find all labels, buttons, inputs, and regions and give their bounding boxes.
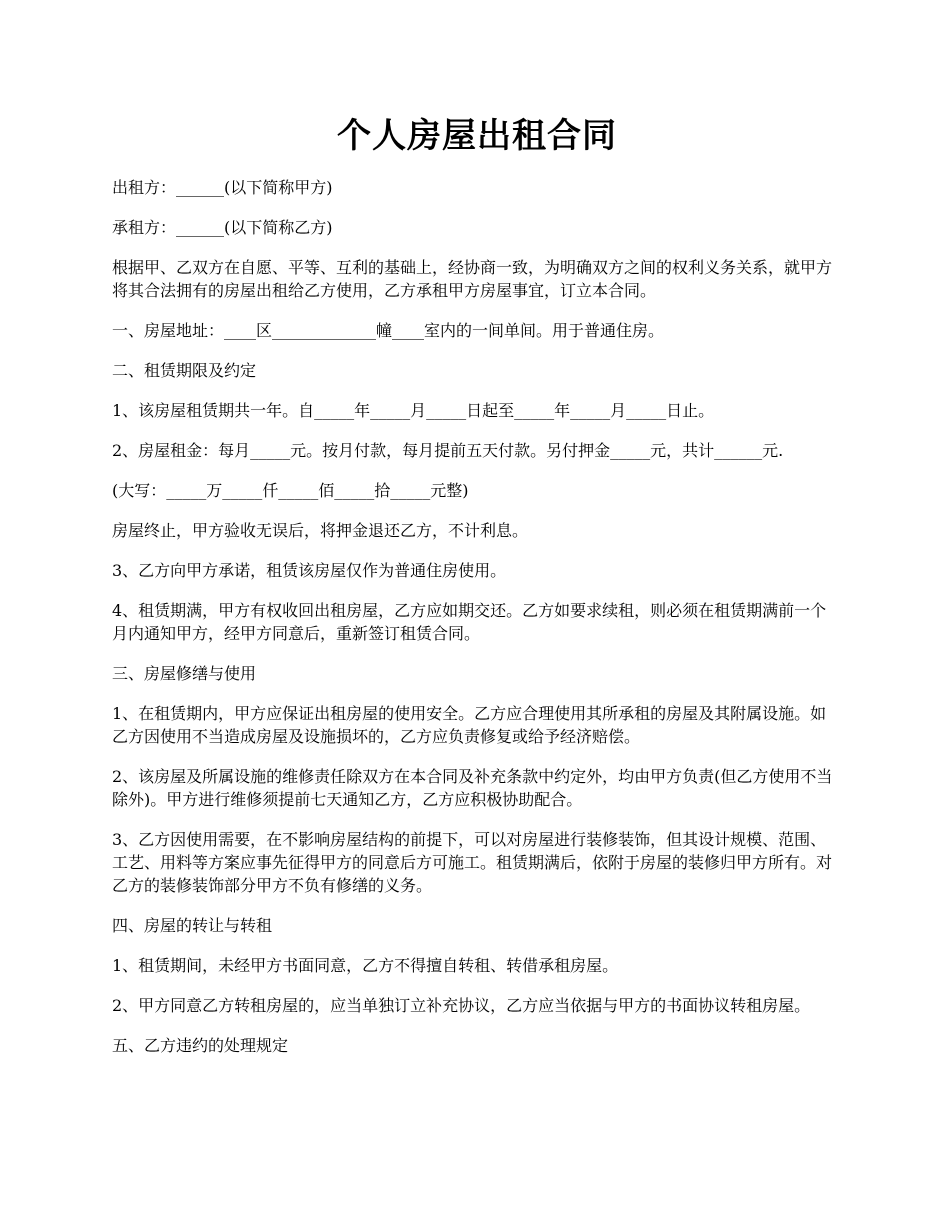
preamble: 根据甲、乙双方在自愿、平等、互利的基础上，经协商一致，为明确双方之间的权利义务关系，就甲方将其合法拥有的房屋出租给乙方使用，乙方承租甲方房屋事宜，订立本合同。 xyxy=(112,258,833,300)
clause-2-2-amount-in-words: (大写：_____万_____仟_____佰_____拾_____元整) xyxy=(112,481,469,500)
clause-2-4: 4、租赁期满，甲方有权收回出租房屋，乙方应如期交还。乙方如要求续租，则必须在租赁期满前一个月内通知甲方，经甲方同意后，重新签订租赁合同。 xyxy=(112,601,827,643)
party-lessor: 出租方：______(以下简称甲方) xyxy=(112,178,333,197)
party-lessee: 承租方：______(以下简称乙方) xyxy=(112,218,333,237)
document-title: 个人房屋出租合同 xyxy=(337,116,617,156)
clause-2-2: 2、房屋租金：每月_____元。按月付款，每月提前五天付款。另付押金_____元，共计______元. xyxy=(112,441,784,460)
section-3-heading: 三、房屋修缮与使用 xyxy=(112,664,257,683)
document-page xyxy=(112,108,842,1074)
clause-2-1: 1、该房屋租赁期共一年。自_____年_____月_____日起至_____年_____月_____日止。 xyxy=(112,401,715,420)
clause-4-2: 2、甲方同意乙方转租房屋的，应当单独订立补充协议，乙方应当依据与甲方的书面协议转租房屋。 xyxy=(112,996,811,1015)
clause-3-2: 2、该房屋及所属设施的维修责任除双方在本合同及补充条款中约定外，均由甲方负责(但乙方使用不当除外)。甲方进行维修须提前七天通知乙方，乙方应积极协助配合。 xyxy=(112,767,833,809)
section-1-address: 一、房屋地址：____区_____________幢____室内的一间单间。用于普通住房。 xyxy=(112,321,665,340)
section-4-heading: 四、房屋的转让与转租 xyxy=(112,916,273,935)
section-5-heading: 五、乙方违约的处理规定 xyxy=(112,1036,289,1055)
clause-3-3: 3、乙方因使用需要，在不影响房屋结构的前提下，可以对房屋进行装修装饰，但其设计规模、范围、工艺、用料等方案应事先征得甲方的同意后方可施工。租赁期满后，依附于房屋的装修归甲方所有。对乙方的装修装饰部分甲方不负有修缮的义务。 xyxy=(112,830,833,895)
clause-3-1: 1、在租赁期内，甲方应保证出租房屋的使用安全。乙方应合理使用其所承租的房屋及其附属设施。如乙方因使用不当造成房屋及设施损坏的，乙方应负责修复或给予经济赔偿。 xyxy=(112,704,827,746)
clause-2-2-deposit-return: 房屋终止，甲方验收无误后，将押金退还乙方，不计利息。 xyxy=(112,521,529,540)
section-2-heading: 二、租赁期限及约定 xyxy=(112,361,257,380)
clause-4-1: 1、租赁期间，未经甲方书面同意，乙方不得擅自转租、转借承租房屋。 xyxy=(112,956,619,975)
clause-2-3: 3、乙方向甲方承诺，租赁该房屋仅作为普通住房使用。 xyxy=(112,561,507,580)
